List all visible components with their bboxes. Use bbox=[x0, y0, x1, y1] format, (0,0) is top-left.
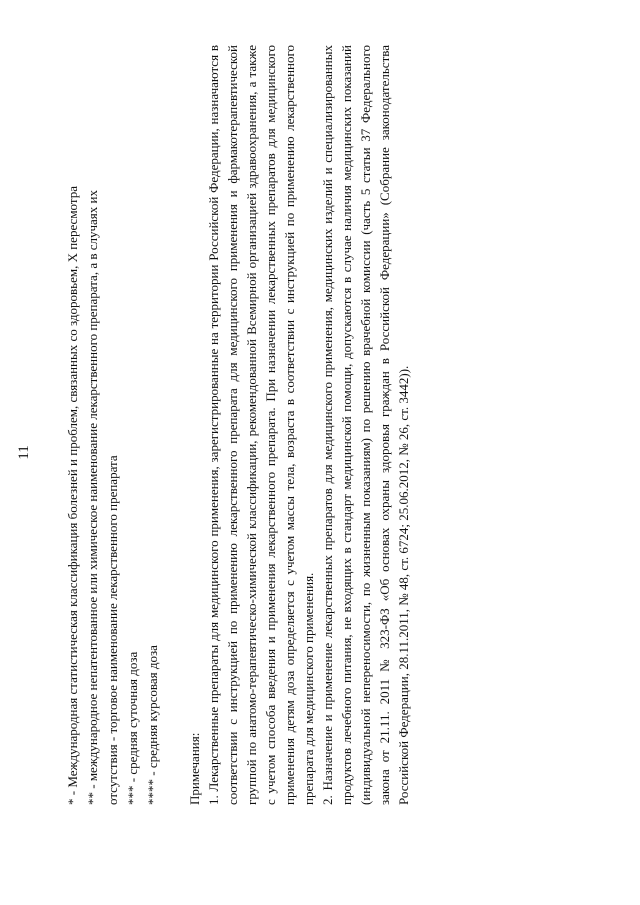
footnote-icd: * - Международная статистическая классификация болезней и проблем, связанных со здоровьем, X пересмотра bbox=[65, 186, 80, 805]
page-number: 11 bbox=[16, 445, 32, 460]
footnote-inn: ** - международное непатентованное или химическое наименование лекарственного препарата, а в случаях их bbox=[85, 190, 100, 805]
note-item-2: 2. Назначение и применение лекарственных препаратов для медицинского применения, медицинских изделий и специализированных продуктов лечебного питания, не входящих в стандарт медицинской помощи, допускаются в случае наличия медицинских показаний (индивидуальной непереносимости, по жизненным показаниям) по решению врачебной комиссии (часть 5 статьи 37 Федерального закона от 21.11. 2011 № 323-ФЗ «Об основах охраны здоровья граждан в Российской Федерации» (Собрание законодательства Российской Федерации, 28.11.2011, № 48, ст. 6724; 25.06.2012, № 26, ст. 3442)). bbox=[320, 45, 411, 805]
note-item-1: 1. Лекарственные препараты для медицинского применения, зарегистрированные на территории Российской Федерации, назначаются в соответствии с инструкцией по применению лекарственного препарата для медицинского применения и фармакотерапевтической группой по анатомо-терапевтическо-химической классификации, рекомендованной Всемирной организацией здравоохранения, а также с учетом способа введения и применения лекарственного препарата. При назначении лекарственных препаратов для медицинского применения детям доза определяется с учетом массы тела, возраста в соответствии с инструкцией по применению лекарственного препарата для медицинского применения. bbox=[206, 45, 316, 805]
footnote-daily-dose: *** - средняя суточная доза bbox=[125, 651, 140, 805]
footnote-course-dose: **** - средняя курсовая доза bbox=[145, 645, 160, 805]
footnote-inn-continued: отсутствия - торговое наименование лекарственного препарата bbox=[105, 455, 120, 805]
notes-heading: Примечания: bbox=[187, 732, 202, 805]
notes-section bbox=[185, 45, 413, 805]
